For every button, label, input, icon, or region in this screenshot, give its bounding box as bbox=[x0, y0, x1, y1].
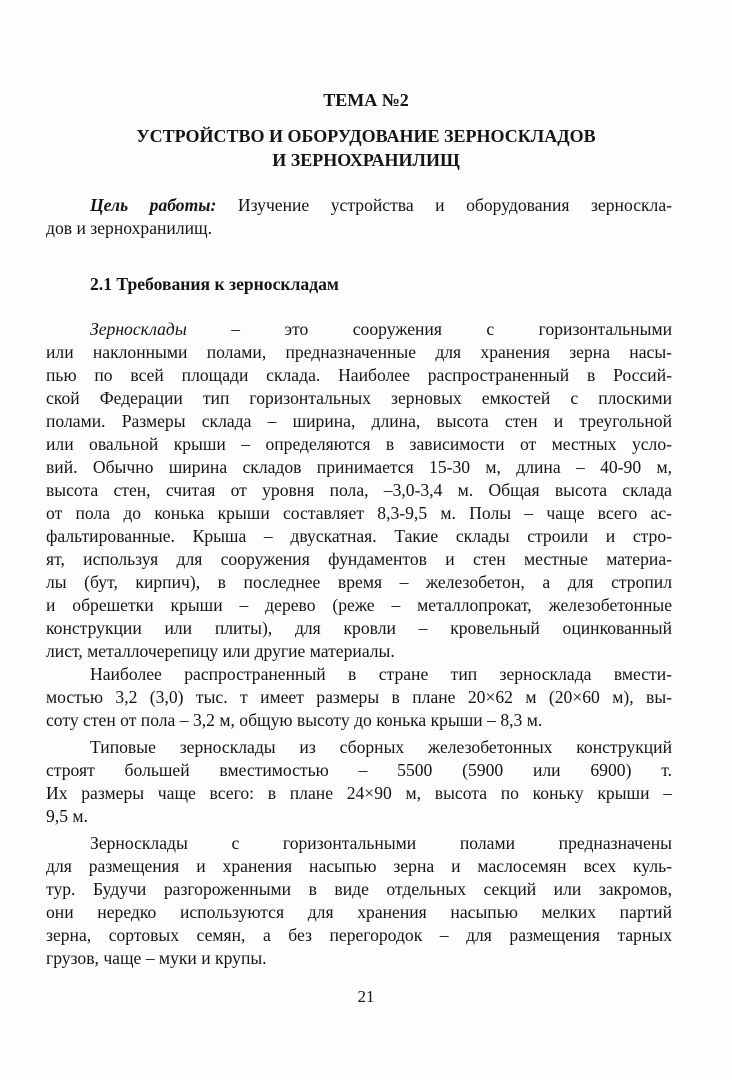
paragraph-line: полами. Размеры склада – ширина, длина, высота стен и треугольной bbox=[46, 411, 672, 431]
goal-text-1: Изучение устройства и оборудования зерноскла- bbox=[216, 195, 672, 215]
page-number: 21 bbox=[357, 987, 375, 1006]
paragraph-line: Типовые зерносклады из сборных железобетонных конструкций bbox=[90, 737, 672, 757]
paragraph-line bbox=[46, 318, 672, 341]
paragraph-line: вий. Обычно ширина складов принимается 15-30 м, длина – 40-90 м, bbox=[46, 457, 672, 477]
paragraph-line: Зерносклады с горизонтальными полами предназначены bbox=[90, 833, 672, 853]
paragraph-line: строят большей вместимостью – 5500 (5900 или 6900) т. bbox=[46, 760, 672, 780]
section-heading: 2.1 Требования к зерноскладам bbox=[90, 274, 339, 294]
paragraph-line: или овальной крыши – определяются в зависимости от местных усло- bbox=[46, 434, 672, 454]
paragraph-line: лист, металлочерепицу или другие материалы. bbox=[46, 641, 395, 661]
paragraph-line: зерна, сортовых семян, а без перегородок – для размещения тарных bbox=[46, 925, 672, 945]
paragraph-line: или наклонными полами, предназначенные для хранения зерна насы- bbox=[46, 342, 672, 362]
paragraph-line: соту стен от пола – 3,2 м, общую высоту до конька крыши – 8,3 м. bbox=[46, 710, 543, 730]
paragraph-line: Их размеры чаще всего: в плане 24×90 м, высота по коньку крыши – bbox=[46, 783, 672, 803]
goal-line-1 bbox=[46, 193, 672, 216]
page-title-line-1: УСТРОЙСТВО И ОБОРУДОВАНИЕ ЗЕРНОСКЛАДОВ bbox=[136, 126, 596, 146]
paragraph-line: 9,5 м. bbox=[46, 806, 88, 826]
page-title-line-2: И ЗЕРНОХРАНИЛИЩ bbox=[272, 150, 460, 170]
paragraph-line: тур. Будучи разгороженными в виде отдельных секций или закромов, bbox=[46, 879, 672, 899]
paragraph-line: грузов, чаще – муки и крупы. bbox=[46, 948, 267, 968]
body-text bbox=[46, 318, 672, 970]
paragraph-line: Наиболее распространенный в стране тип зерносклада вмести- bbox=[90, 664, 672, 684]
paragraph-line: мостью 3,2 (3,0) тыс. т имеет размеры в плане 20×62 м (20×60 м), вы- bbox=[46, 687, 672, 707]
paragraph-line: от пола до конька крыши составляет 8,3-9,5 м. Полы – чаще всего ас- bbox=[46, 503, 672, 523]
page-title bbox=[0, 124, 732, 172]
goal-line-2: дов и зернохранилищ. bbox=[46, 218, 212, 238]
paragraph-line: они нередко используются для хранения насыпью мелких партий bbox=[46, 902, 672, 922]
paragraph-line: для размещения и хранения насыпью зерна и маслосемян всех куль- bbox=[46, 856, 672, 876]
paragraph-line: высота стен, считая от уровня пола, –3,0-3,4 м. Общая высота склада bbox=[46, 480, 672, 500]
goal-label: Цель работы: bbox=[90, 195, 217, 215]
paragraph-line: конструкции или плиты), для кровли – кровельный оцинкованный bbox=[46, 618, 672, 638]
term-italic: Зерносклады bbox=[90, 319, 187, 339]
paragraph-line: лы (бут, кирпич), в последнее время – железобетон, а для стропил bbox=[46, 572, 672, 592]
paragraph-line: фальтированные. Крыша – двускатная. Такие склады строили и стро- bbox=[46, 526, 672, 546]
paragraph-line: пью по всей площади склада. Наиболее распространенный в Россий- bbox=[46, 365, 672, 385]
topic-heading: ТЕМА №2 bbox=[323, 90, 409, 110]
paragraph-text: – это сооружения с горизонтальными bbox=[186, 319, 672, 339]
paragraph-line: и обрешетки крыши – дерево (реже – металлопрокат, железобетонные bbox=[46, 595, 672, 615]
paragraph-line: ят, используя для сооружения фундаментов и стен местные материа- bbox=[46, 549, 672, 569]
goal-block bbox=[46, 193, 672, 239]
paragraph-line: ской Федерации тип горизонтальных зерновых емкостей с плоскими bbox=[46, 388, 672, 408]
